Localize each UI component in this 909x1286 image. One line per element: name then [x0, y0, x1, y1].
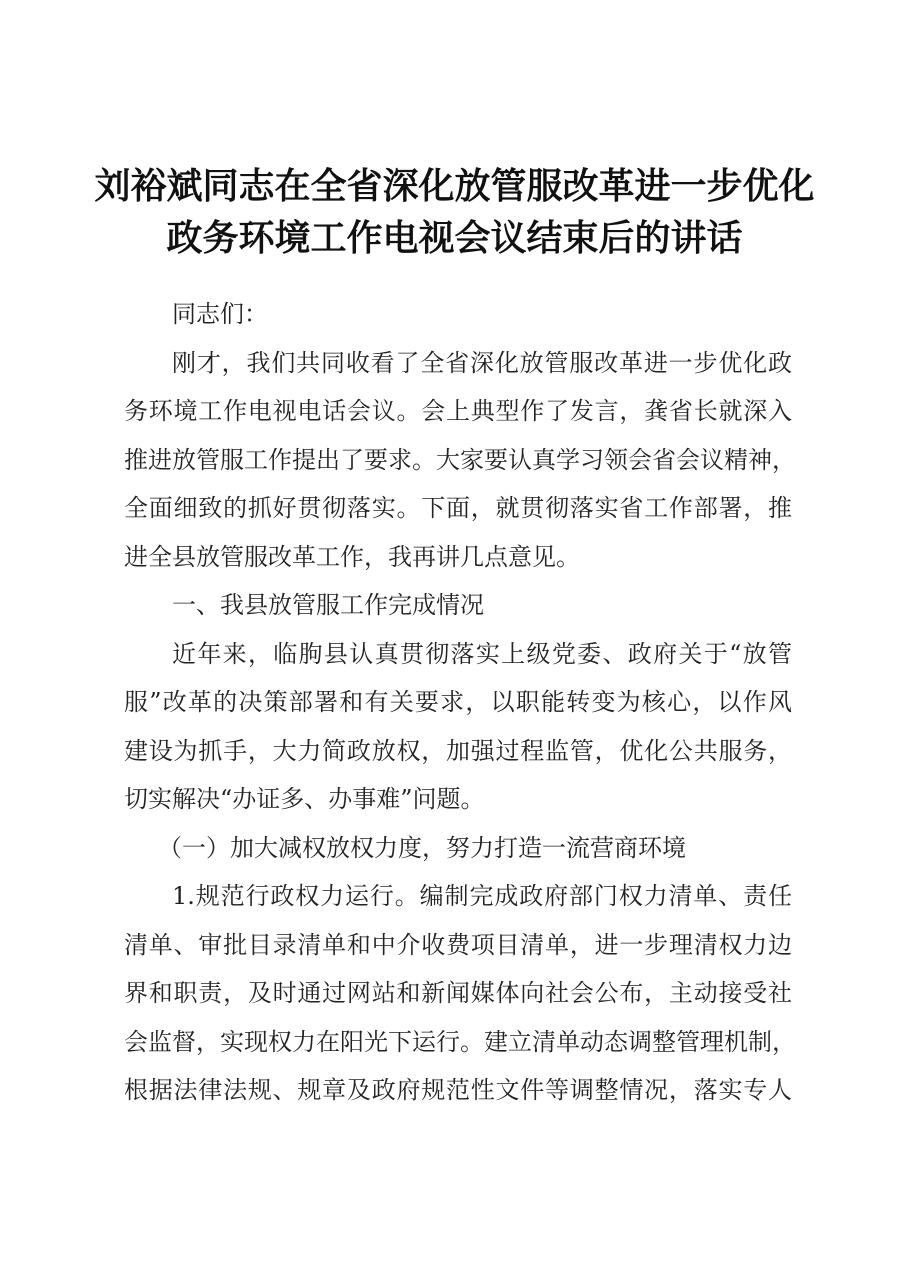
paragraph-1	[124, 339, 796, 582]
document-title	[0, 160, 909, 264]
paragraph-line: 服”改革的决策部署和有关要求，以职能转变为核心，以作风	[124, 688, 792, 716]
paragraph-line: 1.规范行政权力运行。编制完成政府部门权力清单、责任	[172, 882, 792, 910]
paragraph-line: 近年来，临朐县认真贯彻落实上级党委、政府关于“放管	[172, 639, 792, 668]
paragraph-line: 进全县放管服改革工作，我再讲几点意见。	[124, 542, 580, 571]
section-heading: 一、我县放管服工作完成情况	[172, 591, 484, 619]
paragraph-line: 全面细致的抓好贯彻落实。下面，就贯彻落实省工作部署，推	[124, 494, 792, 522]
paragraph-line: 切实解决“办证多、办事难”问题。	[124, 785, 485, 813]
paragraph-line: 推进放管服工作提出了要求。大家要认真学习领会省会议精神，	[124, 445, 796, 474]
paragraph-line: 会监督，实现权力在阳光下运行。建立清单动态调整管理机制，	[124, 1027, 796, 1056]
paragraph-line: 根据法律法规、规章及政府规范性文件等调整情况，落实专人	[124, 1076, 792, 1104]
subsection-heading: （一）加大减权放权力度，努力打造一流营商环境	[158, 833, 686, 862]
paragraph-2	[124, 630, 792, 824]
title-line-1: 刘裕斌同志在全省深化放管服改革进一步优化	[94, 165, 815, 207]
salutation: 同志们：	[172, 300, 268, 328]
paragraph-line: 清单、审批目录清单和中介收费项目清单，进一步理清权力边	[124, 930, 792, 959]
document-body	[124, 290, 796, 1115]
paragraph-line: 界和职责，及时通过网站和新闻媒体向社会公布，主动接受社	[124, 979, 792, 1007]
paragraph-3	[124, 872, 796, 1115]
paragraph-line: 刚才，我们共同收看了全省深化放管服改革进一步优化政	[172, 348, 792, 377]
paragraph-line: 务环境工作电视电话会议。会上典型作了发言，龚省长就深入	[124, 397, 792, 425]
paragraph-line: 建设为抓手，大力简政放权，加强过程监管，优化公共服务，	[124, 736, 792, 765]
title-line-2: 政务环境工作电视会议结束后的讲话	[166, 217, 743, 259]
